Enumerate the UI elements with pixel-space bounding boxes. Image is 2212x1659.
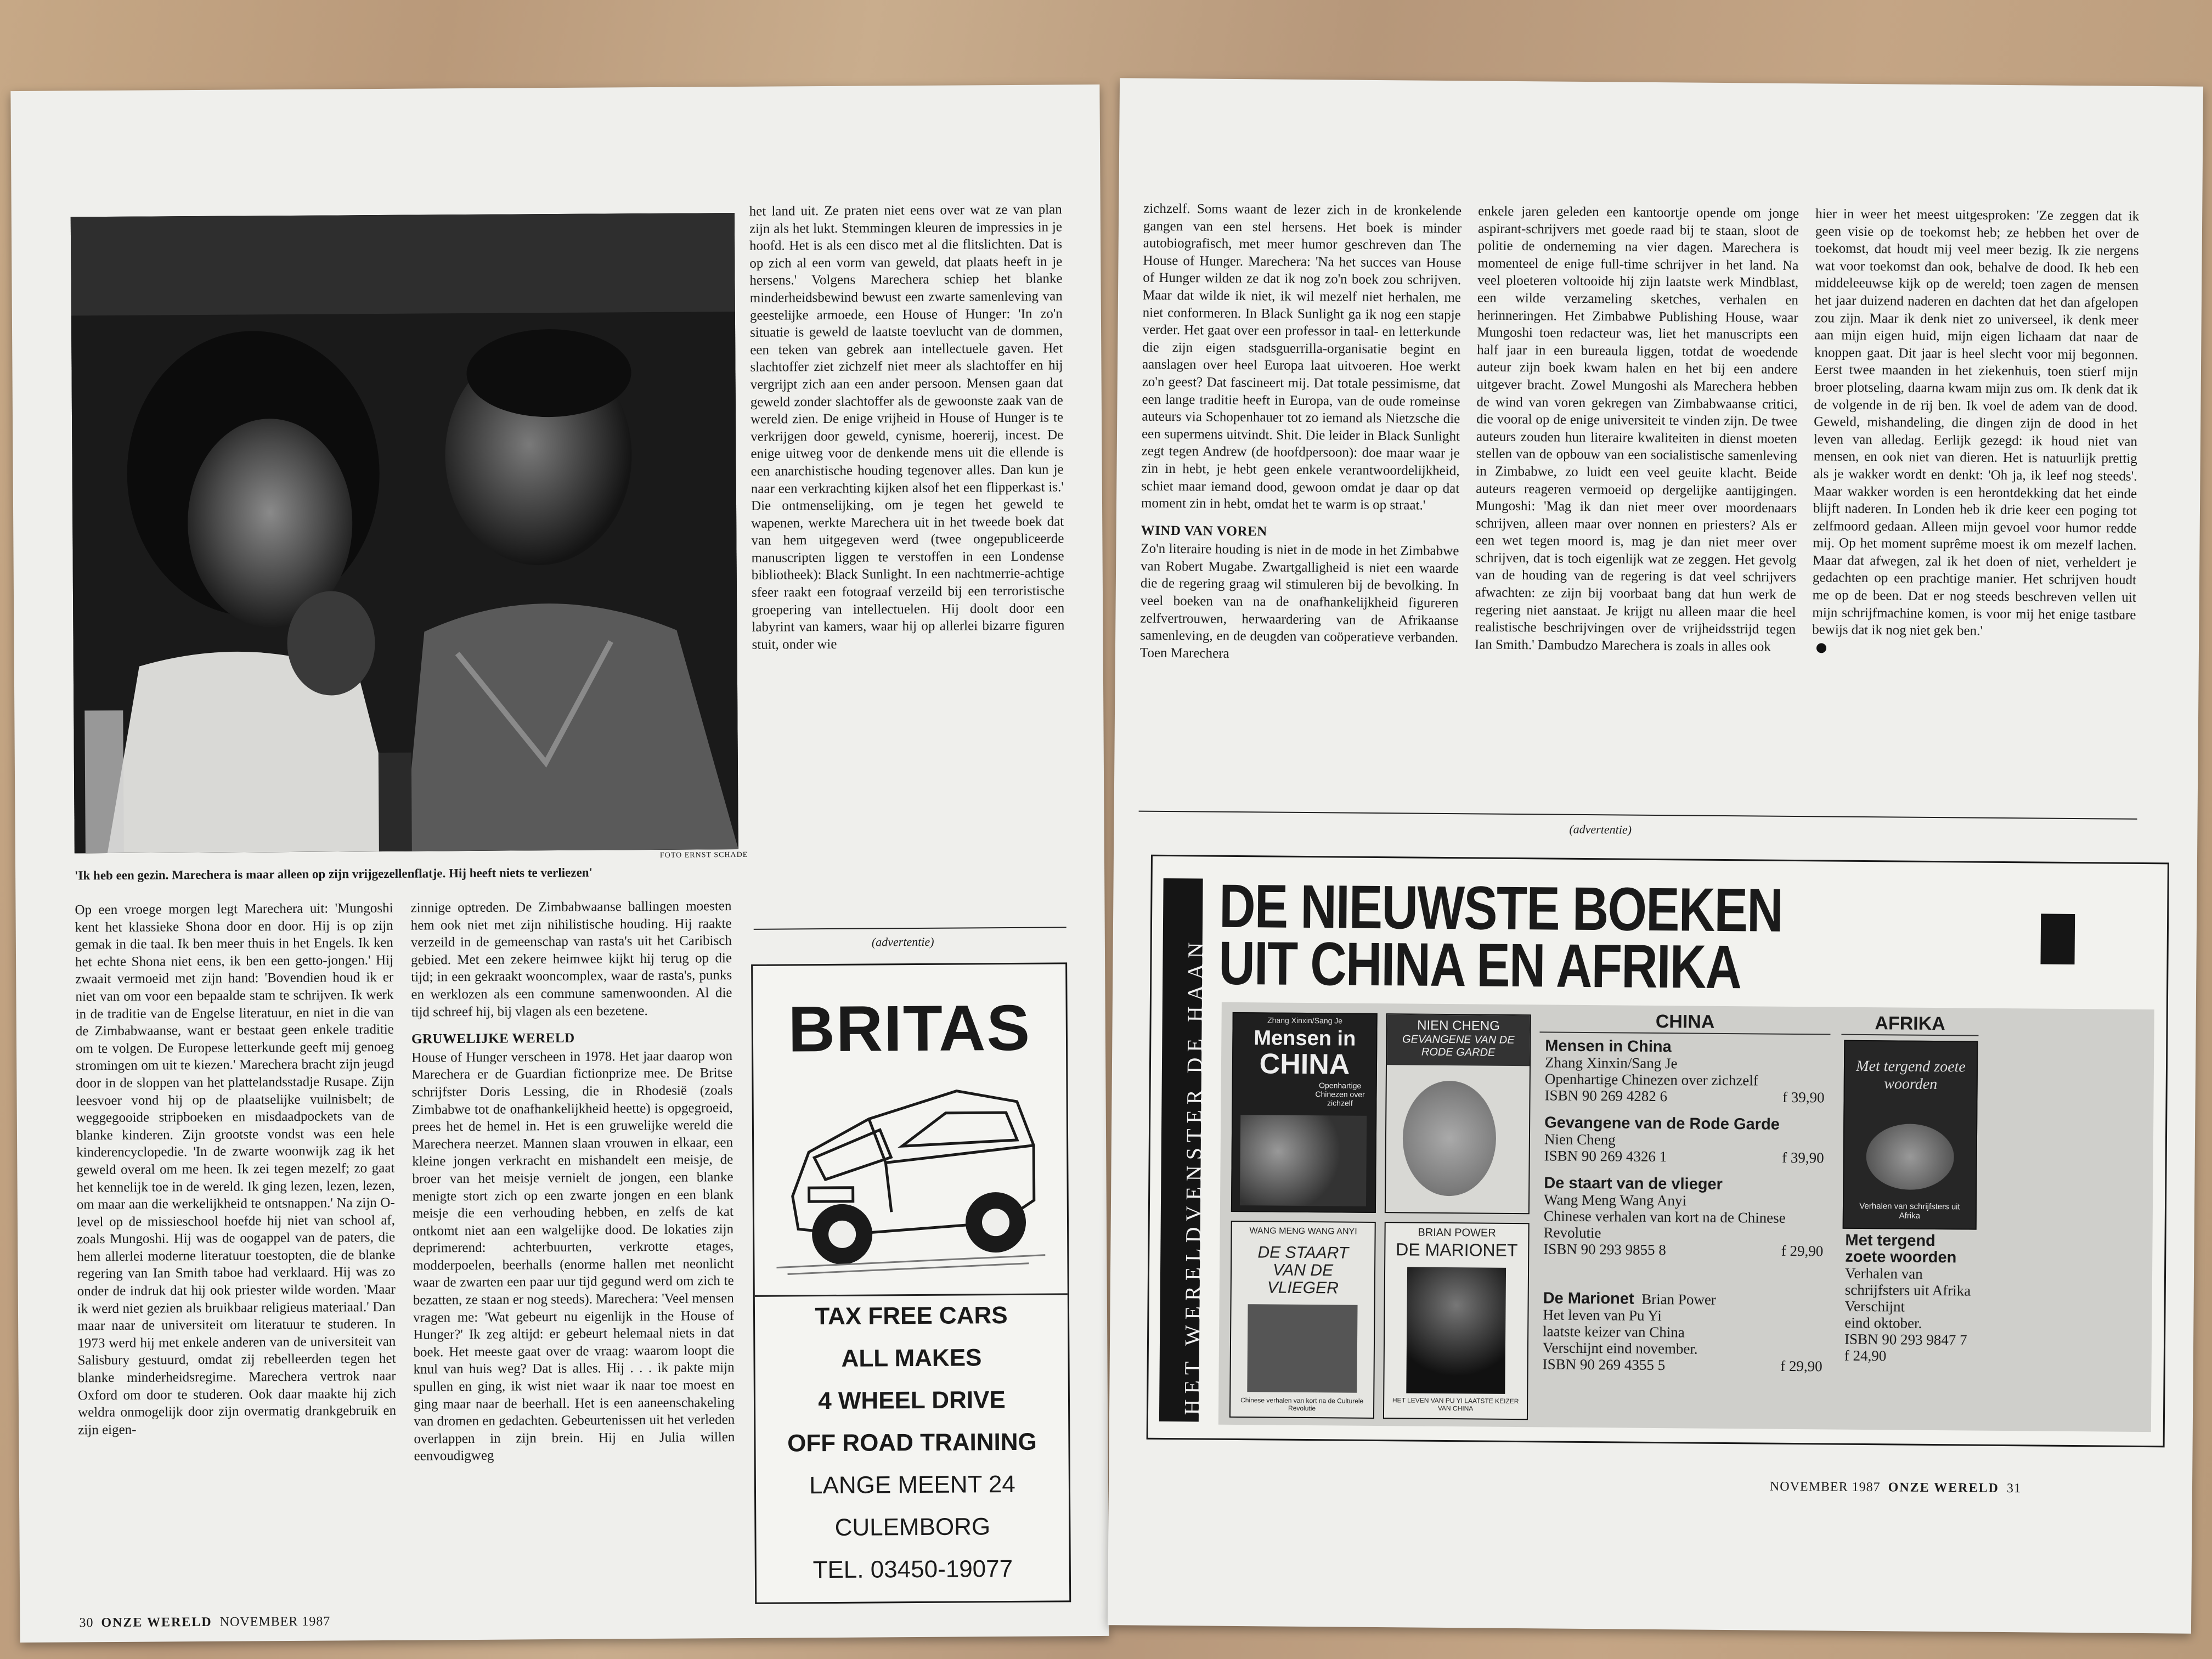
left-magazine-page bbox=[10, 84, 1109, 1643]
divider bbox=[754, 927, 1066, 929]
issue-date: NOVEMBER 1987 bbox=[219, 1614, 331, 1629]
article-column-top-right bbox=[749, 201, 1066, 927]
britas-line-4: OFF ROAD TRAINING bbox=[787, 1428, 1037, 1457]
portrait-photo bbox=[71, 213, 738, 853]
britas-line-1: TAX FREE CARS bbox=[815, 1302, 1008, 1330]
article-column-2 bbox=[1474, 202, 1799, 809]
photo-caption: 'Ik heb een gezin. Marechera is maar alleen op zijn vrijgezellenflatje. Hij heeft niets te verliezen' bbox=[75, 865, 592, 883]
paragraph: enkele jaren geleden een kantoortje opende om jonge aspirant-schrijvers met goede raad bij te staan, sloot de politie de onderneming na vier dagen. Marechera is momenteel de enige full-time schrijver in het land. Na veel ploeteren voltooide hij zijn laatste werk Mindblast, een wilde verzameling sketches, verhalen en herinneringen. Het Zimbabwe Publishing House, waar Mungoshi toen redacteur was, liet het manuscripts een half jaar in een bureaula liggen, totdat de woedende auteur zijn boek kwam halen en het bij een andere uitgever bracht. Zowel Mungoshi als Marechera hebben de wind van voren gekregen van Zimbabwaanse critici, die vooral op de enige universiteit te vinden zijn. De twee auteurs zouden hun literaire kwaliteiten in dienst moeten stellen van de opbouw van een socialistische samenleving in Zimbabwe, zo luidt een veel geuite klacht. Beide auteurs reageren vermoeid op dergelijke aantijgingen. Mungoshi: 'Mag ik dan niet meer over moordenaars schrijven, alleen maar over nonnen en priesters? Als er een wet tegen moord is, mag je dan niet meer over schrijven, dat is toch eigenlijk wat ze zeggen. Het gevolg van de houding van de regering is dat veel schrijvers afwachten: ze zijn bij voorbaat bang dat hun werk de regering niet aanstaat. Je krijgt nu alleen maar die heel realistische beschrijvingen over de vrijheidsstrijd tegen Ian Smith.' Dambudzo Marechera is zoals in alles ook bbox=[1474, 204, 1799, 654]
book-entry-mensen-in-china: Mensen in China Zhang Xinxin/Sang Je Openhartige Chinezen over zichzelf ISBN 90 269 4282 6 f 39,90 bbox=[1544, 1037, 1825, 1106]
book-entry-gevangene-rode-garde: Gevangene van de Rode Garde Nien Cheng ISBN 90 269 4326 1 f 39,90 bbox=[1544, 1114, 1824, 1166]
ad-headline bbox=[1218, 871, 1783, 1002]
britas-line-2: ALL MAKES bbox=[841, 1344, 982, 1372]
advertisement-label: (advertentie) bbox=[871, 934, 934, 949]
two-men-photo-illustration bbox=[71, 213, 738, 853]
de-haan-book-advertisement bbox=[1147, 855, 2169, 1448]
end-mark-icon bbox=[1816, 643, 1826, 653]
book-cover-staart-van-de-vlieger: WANG MENG WANG ANYI DE STAART VAN DE VLIEGER Chinese verhalen van kort na de Culturele Revolutie bbox=[1229, 1221, 1376, 1419]
article-column-2 bbox=[410, 898, 736, 1599]
paragraph: hier in weer het meest uitgesproken: 'Ze zeggen dat ik geen visie op de toekomst heb; ze hebben het over de toekomst, dat houdt mij veel meer bezig. Ik zie nergens wat voor toekomst dan ook, behalve de dood. Ik heb een middeleeuwse kijk op de wereld; toen zagen de mensen het jaar duizend naderen en dachten dat het dan afgelopen zou zijn. Maar ik denk niet zo universeel, ik denk meer aan mijn eigen huid, mijn eigen lichaam dat naar de knoppen gaat. Dit jaar is heel slecht voor mij begonnen. Eerst twee maanden in het ziekenhuis, toen stierf mijn broer plotseling, daarna kwam mijn zus om. Ik denk dat ik de volgende in de rij ben. Ik voel de adem van de dood. Geweld, mishandeling, die dingen zijn de dood in het leven van alledag. Eerlijk gezegd: ik houd niet van mensen, en ook niet van dieren. Het is natuurlijk prettig als je wakker wordt en denkt: 'Oh ja, ik leef nog steeds'. Maar wakker worden is een herontdekking dat het einde blijft naderen. In Londen heb ik drie keer een poging tot zelfmoord gedaan. Alleen mijn gevoel voor humor redde mij. Op het moment suprême moest ik om mezelf lachen. Maar dat afwegen, zal ik het doen of niet, verheldert je gedachten op een prachtige manier. Het schrijven houdt me op de been. Dat er nog steeds beschreven vellen uit mijn schrijfmachine komen, is voor mij het enige tastbare bewijs dat ik nog niet gek ben.' bbox=[1812, 206, 2140, 639]
vertical-brand-text: HET WERELDVENSTER DE HAAN bbox=[1179, 936, 1208, 1415]
advertisement-label: (advertentie) bbox=[1569, 822, 1632, 837]
page-footer bbox=[1770, 1480, 2021, 1497]
divider bbox=[1139, 811, 2137, 820]
photo-credit: FOTO ERNST SCHADE bbox=[659, 850, 748, 860]
issue-date: NOVEMBER 1987 bbox=[1769, 1479, 1881, 1495]
divider bbox=[755, 1293, 1068, 1296]
ad-headline-line-2: UIT CHINA EN AFRIKA bbox=[1218, 928, 1741, 1002]
book-display-panel bbox=[1218, 1002, 2154, 1432]
article-column-3 bbox=[1811, 205, 2140, 811]
article-column-1 bbox=[1139, 200, 1462, 806]
decorative-black-bar bbox=[2040, 914, 2075, 964]
britas-address-city: CULEMBORG bbox=[834, 1513, 991, 1541]
article-column-1 bbox=[75, 900, 397, 1601]
book-cover-tergend-zoete-woorden: Met tergend zoete woorden Verhalen van schrijfsters uit Afrika bbox=[1843, 1040, 1978, 1230]
page-footer bbox=[79, 1615, 330, 1631]
section-heading: GRUWELIJKE WERELD bbox=[411, 1030, 575, 1047]
book-entry-tergend-zoete-woorden: Met tergend zoete woorden Verhalen van schrijfsters uit Afrika Verschijnt eind oktober. ISBN 90 293 9847 7 f 24,90 bbox=[1844, 1231, 1971, 1364]
paragraph: Zo'n literaire houding is niet in de mode in het Zimbabwe van Robert Mugabe. Zwartgalligheid is niet een waarde die de regering graag wil stimuleren bij de bevolking. In veel boeken van na de onafhankelijkheid figureren zelfvertrouwen, herwaardering van de Afrikaanse samenleving, en de deugden van coöperatieve verbanden. Toen Marechera bbox=[1139, 541, 1459, 661]
paragraph: Op een vroege morgen legt Marechera uit: 'Mungoshi kent het klassieke Shona door en door. Hij is op zijn gemak in die taal. Ik ben meer thuis in het Engels. Ik ken het echte Shona niet eens, ik ben een getto-jongen.' Hij zwaait vermoeid met zijn hand: 'Bovendien houd ik er niet van om voor een bepaalde stam te schrijven. Ik werk in de traditie van de Engelse literatuur, en niet in die van de Zimbabwaanse, want er bestaat geen enkele traditie om te volgen. De Europese letterkunde geeft mij genoeg stromingen om uit te kiezen.' Marechera bracht zijn jeugd door in de sloppen van het plattelandsstadje Rusape. Zijn leesvoer vond hij op de plaatselijke vuilnisbelt; de weggegooide stripboeken en misdaadpockets van de blanke kinderen. Zijn grootste vondst was een hele kinderencyclopedie. 'In de zwarte woonwijk zag ik het geweld overal om me heen. Ik zei tegen mezelf; zo gaat het kennelijk toe in de wereld. Ik ging lezen, lezen, lezen, om maar aan die werkelijkheid te ontsnappen.' Na zijn O-level op de missieschool hoefde hij niet van school af, zoals Mungoshi. Hij was de oogappel van de paters, die hem allerlei moderne literatuur toestopten, die de blanke regering van Ian Smith taboe had verklaard. Hij was zo onder de indruk dat hij ook priester wilde worden. 'Maar ik werd niet gezien als bruikbaar religieus materiaal.' Dan maar naar de universiteit om literatuur te studeren. In 1973 werd hij met enkele anderen van de universiteit van Salisbury gestuurd, omdat zij rebelleerden tegen het blanke minderheidsregime. Marechera vertrok naar Oxford om door te studeren. Ook daar maakte hij zich weldra onmogelijk door zijn overmatig drankgebruik en zijn eigen- bbox=[75, 900, 397, 1438]
page-number: 31 bbox=[2006, 1481, 2022, 1496]
britas-phone: TEL. 03450-19077 bbox=[812, 1555, 1013, 1584]
ad-headline-line-1: DE NIEUWSTE BOEKEN bbox=[1218, 871, 1783, 945]
section-afrika: AFRIKA bbox=[1841, 1013, 1978, 1036]
book-cover-gevangene-rode-garde: NIEN CHENG GEVANGENE VAN DE RODE GARDE bbox=[1385, 1013, 1531, 1214]
britas-advertisement bbox=[751, 962, 1071, 1604]
section-heading: WIND VAN VOREN bbox=[1141, 523, 1267, 539]
book-cover-de-marionet: BRIAN POWER DE MARIONET HET LEVEN VAN PU YI LAATSTE KEIZER VAN CHINA bbox=[1383, 1222, 1530, 1420]
britas-line-3: 4 WHEEL DRIVE bbox=[818, 1386, 1006, 1415]
britas-address-street: LANGE MEENT 24 bbox=[809, 1470, 1015, 1499]
britas-logo: BRITAS bbox=[788, 991, 1031, 1066]
paragraph: House of Hunger verscheen in 1978. Het jaar daarop won Marechera er de Guardian fictionprize mee. De Britse schrijfster Doris Lessing, die in Rhodesië (zoals Zimbabwe tot de onafhankelijkheid heette) is opgegroeid, prees het de hemel in. Het is een gruwelijke wereld die Marechera neerzet. Mannen slaan vrouwen in elkaar, een kleine jongen verkracht en mishandelt een meisje, de broer van het meisje vernielt de jongen, een blanke menigte stort zich op een zwarte jongen en een blank meisje die een verhouding hebben, en zelfs de kat ontkomt niet aan een walgelijke dood. De lokaties zijn deprimerend: achterbuurten, verkrotte etages, modderpoelen, beerhalls (enorme hallen met neonlicht waar de zwarten een paar uur tijd gegund werd om zich te bezatten, ze staan er nog steeds). Marechera: 'Veel mensen vragen me: 'Wat gebeurt nu eigenlijk in the House of Hunger?' Ik zeg altijd: er gebeurt helemaal niets in dat boek. Het meeste gaat over de vraag: waarom loopt die knul van huis weg? Dat is alles. Hij . . . ik pakte mijn spullen en ging, ik wist niet waar ik naar toe moest en ging maar naar de beerhall. Het is een aaneenschakeling van dromen en gedachten. Gebeurtenissen uit het verleden overlappen in zijn brein. Hij en Julia willen eenvoudigweg bbox=[411, 1048, 735, 1464]
book-cover-mensen-in-china: Zhang Xinxin/Sang Je Mensen in CHINA Openhartige Chinezen over zichzelf bbox=[1231, 1012, 1378, 1213]
paragraph: zinnige optreden. De Zimbabwaanse ballingen moesten hem ook niet met zijn nihilistische houding. Hij raakte verzeild in de gemeenschap van rasta's uit het Caribisch gebied. Met een zekere heimwee kijkt hij terug op die tijd; in een gekraakt wooncomplex, waar de rasta's, punks en werklozen als een commune samenwoonden. Al die tijd schreef hij, bij vlagen als een bezetene. bbox=[410, 899, 732, 1020]
book-entry-de-marionet: De Marionet Brian Power Het leven van Pu Yi laatste keizer van China Verschijnt eind november. ISBN 90 269 4355 5 f 29,90 bbox=[1542, 1289, 1822, 1375]
paragraph: het land uit. Ze praten niet eens over wat ze van plan zijn als het lukt. Stemmingen kleuren de impressies in je hoofd. Het is als een disco met al die flitslichten. Dat is op zich al een vorm van geweld, dat plaats heeft in je hersens.' Volgens Marechera schiep het blanke minderheidsbewind bewust een zwarte samenleving van geestelijke armoede, een House of Hunger: 'In zo'n situatie is geweld de laatste toevlucht van de dommen, een teken van gebrek aan intellectuele gaven. Het slachtoffer ziet zichzelf niet meer als slachtoffer en hij vergrijpt zich aan een ander persoon. Mensen gaan dat geweld zonder slachtoffer als de gewoonste zaak van de wereld zien. De enige vrijheid in House of Hunger is te verkrijgen door geweld, cynisme, hoererij, incest. De enige uitweg voor de denkende mens uit die ellende is een anarchistische houding tegenover alles. Dan kun je naar een verkrachting kijken alsof het een flipperkast is.' Die ontmenselijking, om je tegen het geweld te wapenen, werkte Marechera uit in het tweede boek dat van hem uitgegeven werd (twee ongepubliceerde manuscripten liggen te verstoffen in een Londense bibliotheek): Black Sunlight. In een nachtmerrie-achtige sfeer raakt een fotograaf verzeild bij een terroristische groepering van intellectuelen. Hij doolt door een labyrint van kamers, waar hij op allerlei bizarre figuren stuit, onder wie bbox=[749, 202, 1065, 652]
right-magazine-page bbox=[1108, 78, 2203, 1633]
magazine-name: ONZE WERELD bbox=[1888, 1480, 2000, 1496]
magazine-name: ONZE WERELD bbox=[101, 1615, 212, 1630]
book-entry-staart-van-de-vlieger: De staart van de vlieger Wang Meng Wang Anyi Chinese verhalen van kort na de Chinese Revolutie ISBN 90 293 9855 8 f 29,90 bbox=[1543, 1174, 1824, 1260]
page-number: 30 bbox=[79, 1616, 94, 1630]
paragraph: zichzelf. Soms waant de lezer zich in de kronkelende gangen van een stel hersens. Het boek is minder autobiografisch, met meer humor geschreven dan The House of Hunger. Marechera: 'Na het succes van House of Hunger wilden ze dat ik nog zo'n boek zou schrijven. Maar dat wilde ik niet, ik wil mezelf niet herhalen, me niet conformeren. In Black Sunlight ga ik nog een stapje verder. Het gaat over een professor in taal- en letterkunde die zijn eigen stadsguerrilla-organisatie begint en aanslagen over heel Europa laat uitvoeren. Hoe werkt zo'n geest? Dat fascineert mij. Dat totale pessimisme, dat een lange traditie heeft in Europa, van de oude romeinse auteurs via Schopenhauer tot zo iemand als Nietzsche die een supermens uitvindt. Shit. Die leider in Black Sunlight zegt tegen Andrew (de hoofdpersoon): doe maar waar je zin in hebt, je hebt geen enkele verantwoordelijkheid, schiet maar iemand dood, gewoon omdat je daar op dat moment zin in hebt, omdat het te warm is op straat.' bbox=[1141, 201, 1462, 513]
jeep-icon bbox=[775, 1069, 1045, 1279]
section-china: CHINA bbox=[1539, 1010, 1830, 1035]
